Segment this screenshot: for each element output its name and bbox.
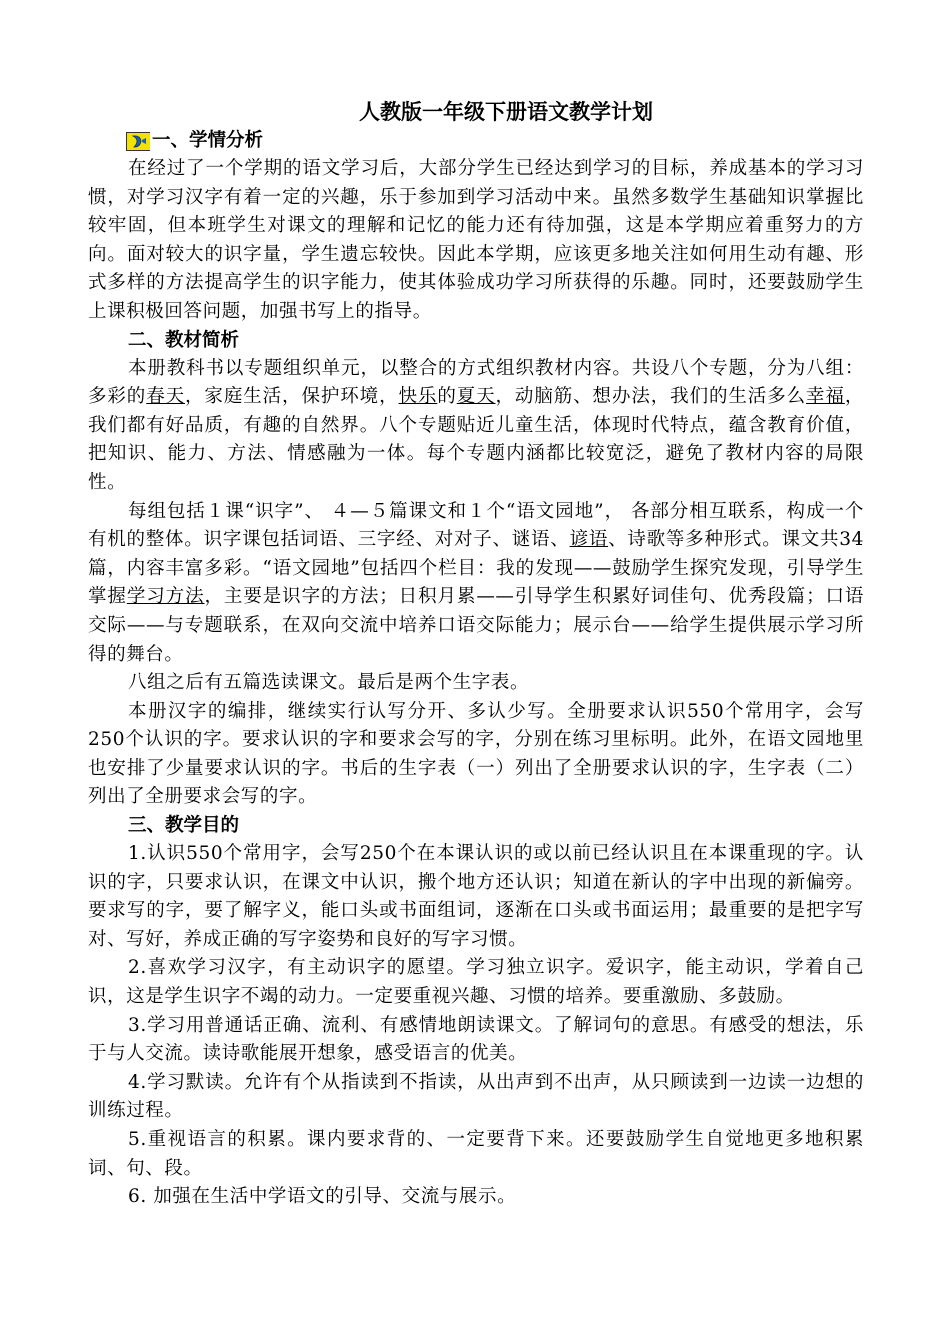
paragraph: 本册教科书以专题组织单元，以整合的方式组织教材内容。共设八个专题，分为八组：多彩的春天，家庭生活，保护环境，快乐的夏天，动脑筋、想办法，我们的生活多么幸福，我们都有好品质，有趣的自然界。八个专题贴近儿童生活，体现时代特点，蕴含教育价值，把知识、能力、方法、情感融为一体。每个专题内涵都比较宽泛，避免了教材内容的局限性。: [88, 357, 864, 493]
section-heading-text: 一、学情分析: [152, 130, 264, 151]
document-title: 人教版一年级下册语文教学计划: [359, 100, 653, 124]
paragraph: 6. 加强在生活中学语文的引导、交流与展示。: [128, 1186, 517, 1208]
paragraph: 3.学习用普通话正确、流利、有感情地朗读课文。了解词句的意思。有感受的想法，乐于与人交流。读诗歌能展开想象，感受语言的优美。: [88, 1014, 864, 1065]
paragraph: 2.喜欢学习汉字，有主动识字的愿望。学习独立识字。爱识字，能主动识，学着自己识，这是学生识字不竭的动力。一定要重视兴趣、习惯的培养。要重激励、多鼓励。: [88, 957, 864, 1008]
underlined-term: 夏天: [456, 386, 496, 408]
speaker-bullet-icon: [126, 132, 150, 151]
underlined-term: 学习方法: [126, 586, 205, 608]
underlined-term: 谚语: [569, 529, 609, 551]
paragraph: 每组包括１课“识字”、 ４—５篇课文和１个“语文园地”， 各部分相互联系，构成一个有机的整体。识字课包括词语、三字经、对对子、谜语、谚语、诗歌等多种形式。课文共34篇，内容丰富多彩。“语文园地”包括四个栏目：我的发现——鼓励学生探究发现，引导学生掌握学习方法，主要是识字的方法；日积月累——引导学生积累好词佳句、优秀段篇；口语交际——与专题联系，在双向交流中培养口语交际能力；展示台——给学生提供展示学习所得的舞台。: [88, 500, 865, 665]
underlined-term: 幸福: [806, 386, 845, 408]
underlined-term: 快乐: [398, 386, 438, 408]
paragraph: 在经过了一个学期的语文学习后，大部分学生已经达到学习的目标，养成基本的学习习惯，对学习汉字有着一定的兴趣，乐于参加到学习活动中来。虽然多数学生基础知识掌握比较牢固，但本班学生对课文的理解和记忆的能力还有待加强，这是本学期应着重努力的方向。面对较大的识字量，学生遗忘较快。因此本学期，应该更多地关注如何用生动有趣、形式多样的方法提高学生的识字能力，使其体验成功学习所获得的乐趣。同时，还要鼓励学生上课积极回答问题，加强书写上的指导。: [88, 158, 864, 322]
paragraph: 1.认识550个常用字，会写250个在本课认识的或以前已经认识且在本课重现的字。认识的字，只要求认识，在课文中认识，搬个地方还认识；知道在新认的字中出现的新偏旁。要求写的字，要了解字义，能口头或书面组词，逐渐在口头或书面运用；最重要的是把字写对、写好，养成正确的写字姿势和良好的写字习惯。: [88, 843, 864, 950]
paragraph: 八组之后有五篇选读课文。最后是两个生字表。: [128, 672, 530, 694]
document-page: [88, 97, 864, 1212]
section-heading-3: 三、教学目的: [128, 815, 240, 837]
paragraph: 5.重视语言的积累。课内要求背的、一定要背下来。还要鼓励学生自觉地更多地积累词、句、段。: [88, 1129, 864, 1179]
paragraph: 4.学习默读。允许有个从指读到不指读，从出声到不出声，从只顾读到一边读一边想的训练过程。: [88, 1071, 864, 1122]
paragraph: 本册汉字的编排，继续实行认写分开、多认少写。全册要求认识550个常用字，会写250个认识的字。要求认识的字和要求会写的字，分别在练习里标明。此外，在语文园地里也安排了少量要求认识的字。书后的生字表（一）列出了全册要求认识的字，生字表（二）列出了全册要求会写的字。: [88, 700, 864, 808]
underlined-term: 春天: [146, 386, 186, 408]
section-heading-1: [88, 127, 864, 155]
section-heading-2: 二、教材简析: [128, 329, 240, 351]
